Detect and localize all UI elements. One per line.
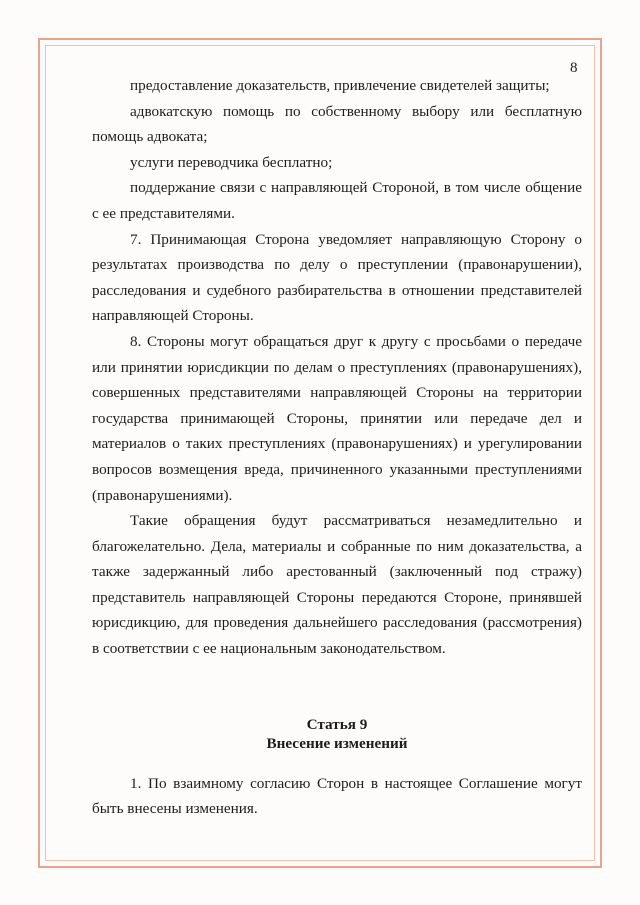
paragraph-item-7: 7. Принимающая Сторона уведомляет направляющую Сторону о результатах производства по делу о преступлении (правонарушении), расследования и судебного разбирательства в отношении представителей направляющей Стороны. (92, 230, 582, 325)
document-body (92, 73, 582, 822)
paragraph-item-1: 1. По взаимному согласию Сторон в настоящее Соглашение могут быть внесены изменения. (92, 774, 582, 818)
paragraph: Такие обращения будут рассматриваться незамедлительно и благожелательно. Дела, материалы и собранные по ним доказательства, а также задержанный либо арестованный (заключенный под стражу) представитель направляющей Стороны передаются Стороне, принявшей юрисдикцию, для проведения дальнейшего расследования (рассмотрения) в соответствии с ее национальным законодательством. (92, 512, 582, 658)
paragraph: предоставление доказательств, привлечение свидетелей защиты; (130, 77, 550, 94)
article-number: Статья 9 (306, 715, 368, 733)
paragraph: услуги переводчика бесплатно; (130, 153, 333, 171)
article-title: Внесение изменений (266, 734, 408, 752)
paragraph: адвокатскую помощь по собственному выбору или бесплатную помощь адвоката; (92, 102, 582, 146)
page-number: 8 (570, 60, 578, 76)
paragraph-item-8: 8. Стороны могут обращаться друг к другу с просьбами о передаче или принятии юрисдикции по делам о преступлениях (правонарушениях), совершенных представителями направляющей Стороны на территории государства принимающей Стороны, принятии или передаче дел и материалов о таких преступлениях (правонарушениях) и урегулировании вопросов возмещения вреда, причиненного указанными преступлениями (правонарушениями). (92, 332, 582, 504)
paragraph: поддержание связи с направляющей Стороной, в том числе общение с ее представителями. (92, 179, 582, 222)
